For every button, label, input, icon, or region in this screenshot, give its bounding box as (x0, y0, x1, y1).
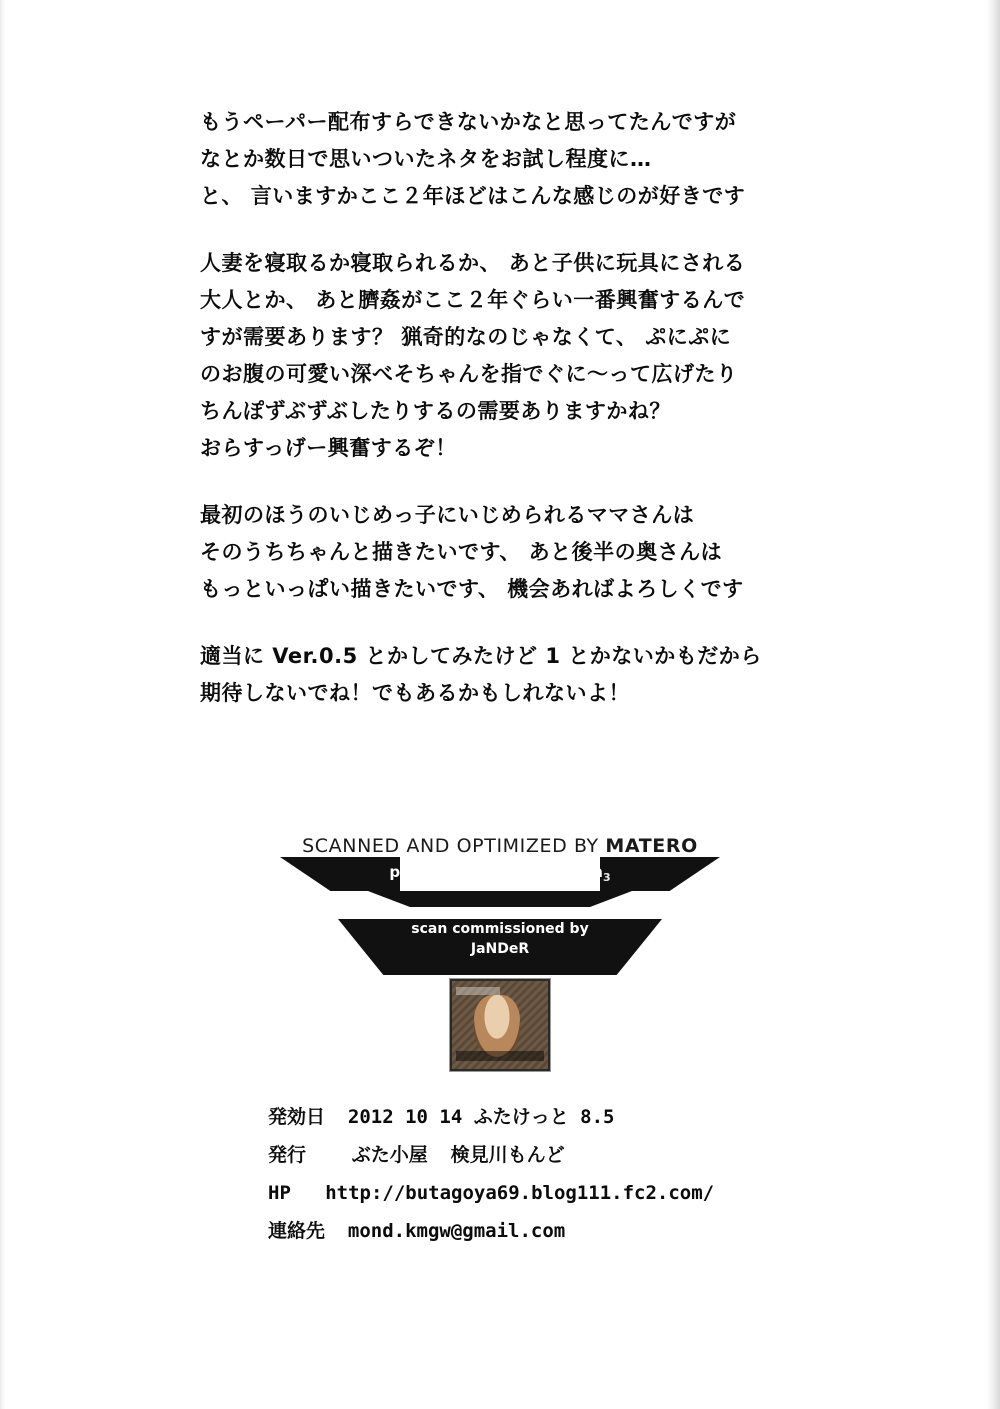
scan-credit-block (290, 835, 710, 1071)
afterword-line: 大人とか、 あと臍姦がここ２年ぐらい一番興奮するんで (200, 288, 746, 312)
scan-credit-headline (290, 835, 710, 857)
afterword-line: 人妻を寝取るか寝取られるか、 あと子供に玩具にされる (200, 251, 746, 275)
afterword-line: ちんぽずぶずぶしたりするの需要ありますかね？ (200, 399, 671, 423)
afterword-text-block (200, 104, 840, 712)
page-left-edge-shadow (0, 0, 6, 1409)
banner-bar-shape (350, 891, 650, 907)
scan-commission-banner (290, 919, 710, 975)
afterword-line: もっといっぱい描きたいです、 機会あればよろしくです (200, 577, 744, 601)
afterword-line: そのうちちゃんと描きたいです、 あと後半の奥さんは (200, 540, 723, 564)
afterword-line: 期待しないでね！でもあるかもしれないよ！ (200, 681, 630, 705)
thumbnail-caption-bar-shape (456, 1051, 544, 1061)
afterword-line: すが需要あります？ 猟奇的なのじゃなくて、 ぷにぷに (200, 325, 732, 349)
scan-commission-line1: scan commissioned by (411, 921, 589, 937)
afterword-paragraph (200, 497, 840, 608)
afterword-line: おらすっげー興奮するぞ！ (200, 436, 457, 460)
scan-credit-headline-prefix: SCANNED AND OPTIMIZED BY (302, 835, 606, 857)
scan-commission-text (290, 919, 710, 959)
scan-credit-brand: MATERO (605, 835, 698, 857)
scan-credit-powered-by-text: powered by Scan-System (389, 863, 603, 881)
thumbnail-figure-shape (474, 995, 520, 1057)
afterword-line: もうペーパー配布すらできないかなと思ってたんですが (200, 110, 737, 134)
afterword-line: 最初のほうのいじめっ子にいじめられるママさんは (200, 503, 695, 527)
scan-thumbnail-image (450, 979, 550, 1071)
afterword-line: 適当に Ver.0.5 とかしてみたけど 1 とかないかもだから (200, 644, 762, 668)
scan-credit-banner (290, 835, 710, 905)
colophon-row-publisher: 発行 ぶた小屋 検見川もんど (268, 1144, 565, 1166)
afterword-paragraph (200, 638, 840, 712)
afterword-line: と、 言いますかここ２年ほどはこんな感じのが好きです (200, 184, 746, 208)
thumbnail-highlight-shape (456, 987, 500, 995)
colophon-block (268, 1098, 868, 1250)
colophon-row-publication-date: 発効日 2012 10 14 ふたけっと 8.5 (268, 1106, 615, 1128)
scan-commission-line2: JaNDeR (470, 941, 530, 957)
scan-credit-powered-by (290, 863, 710, 884)
afterword-paragraph (200, 245, 840, 467)
colophon-row-contact: 連絡先 mond.kmgw@gmail.com (268, 1220, 566, 1242)
afterword-line: のお腹の可愛い深べそちゃんを指でぐに～って広げたり (200, 362, 738, 386)
scan-credit-powered-by-subscript: 3 (602, 871, 611, 884)
afterword-line: なとか数日で思いついたネタをお試し程度に… (200, 147, 652, 171)
afterword-paragraph (200, 104, 840, 215)
colophon-row-homepage: HP http://butagoya69.blog111.fc2.com/ (268, 1182, 715, 1204)
page-right-edge-shadow (986, 0, 1000, 1409)
